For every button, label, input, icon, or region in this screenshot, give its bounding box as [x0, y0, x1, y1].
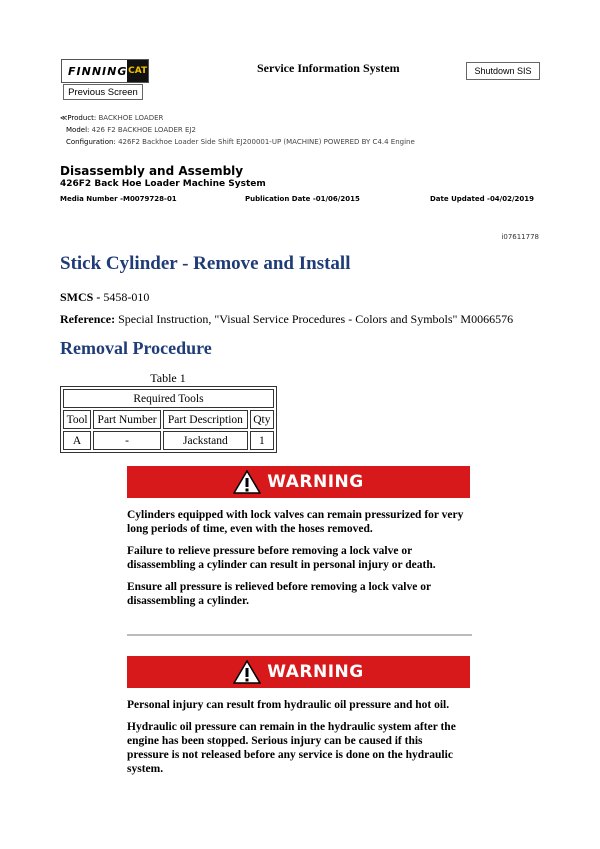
column-header: Tool — [63, 410, 91, 429]
table-header: Required Tools — [63, 389, 274, 408]
warning-text — [127, 508, 467, 608]
warning-paragraph: Failure to relieve pressure before removing a lock valve or disassembling a cylinder can result in personal injury or death. — [127, 545, 436, 571]
smcs-value: 5458-010 — [103, 290, 150, 304]
required-tools-table — [60, 386, 277, 453]
document-category: Disassembly and Assembly — [60, 164, 244, 178]
page-title: Stick Cylinder - Remove and Install — [60, 253, 351, 274]
table-cell: A — [63, 431, 91, 450]
warning-text — [127, 698, 467, 776]
configuration-label: Configuration: — [66, 138, 116, 146]
warning-paragraph: Personal injury can result from hydraulic oil pressure and hot oil. — [127, 699, 450, 711]
shutdown-sis-button[interactable]: Shutdown SIS — [466, 62, 540, 80]
model-value: 426 F2 BACKHOE LOADER EJ2 — [91, 126, 196, 134]
warning-block — [127, 656, 470, 784]
table-row — [63, 431, 274, 450]
table-cell: Jackstand — [163, 431, 248, 450]
system-title: Service Information System — [257, 61, 400, 75]
product-label[interactable]: ≪Product: — [60, 114, 97, 122]
section-title: Removal Procedure — [60, 338, 212, 358]
column-header: Part Number — [93, 410, 161, 429]
table-caption: Table 1 — [150, 371, 186, 385]
warning-banner — [127, 656, 470, 688]
product-value: BACKHOE LOADER — [98, 114, 164, 122]
document-id: i07611778 — [501, 233, 539, 241]
finning-cat-logo — [61, 59, 149, 83]
column-header: Qty — [250, 410, 274, 429]
table-cell: 1 — [250, 431, 274, 450]
warning-banner — [127, 466, 470, 498]
breadcrumb — [60, 112, 415, 148]
document-header — [60, 164, 540, 189]
reference-label: Reference: — [60, 312, 116, 326]
warning-triangle-icon — [233, 660, 261, 684]
reference-value: Special Instruction, "Visual Service Procedures - Colors and Symbols" M0066576 — [118, 312, 514, 326]
smcs-line — [60, 290, 149, 305]
publication-date: Publication Date -01/06/2015 — [245, 195, 360, 203]
table-cell: - — [93, 431, 161, 450]
divider — [127, 634, 472, 636]
date-updated: Date Updated -04/02/2019 — [430, 195, 535, 203]
cat-badge: CAT — [127, 60, 148, 82]
document-subtitle: 426F2 Back Hoe Loader Machine System — [60, 179, 266, 189]
warning-paragraph: Cylinders equipped with lock valves can remain pressurized for very long periods of time, even with the hoses removed. — [127, 509, 464, 535]
logo-text: FINNING — [68, 64, 128, 78]
warning-paragraph: Hydraulic oil pressure can remain in the hydraulic system after the engine has been stopped. Serious injury can be caused if this pressure is not released before any service is done on the hydraulic system. — [127, 721, 456, 775]
warning-triangle-icon — [233, 470, 261, 494]
reference-line — [60, 312, 513, 327]
previous-screen-button[interactable]: Previous Screen — [63, 84, 143, 100]
warning-paragraph: Ensure all pressure is relieved before removing a lock valve or disassembling a cylinder. — [127, 581, 431, 607]
warning-block — [127, 466, 470, 616]
column-header: Part Description — [163, 410, 248, 429]
configuration-value: 426F2 Backhoe Loader Side Shift EJ200001-UP (MACHINE) POWERED BY C4.4 Engine — [118, 138, 415, 146]
media-number: Media Number -M0079728-01 — [60, 195, 177, 203]
model-label: Model: — [66, 126, 90, 134]
smcs-label: SMCS - — [60, 290, 101, 304]
warning-label: WARNING — [267, 472, 364, 492]
warning-label: WARNING — [267, 662, 364, 682]
